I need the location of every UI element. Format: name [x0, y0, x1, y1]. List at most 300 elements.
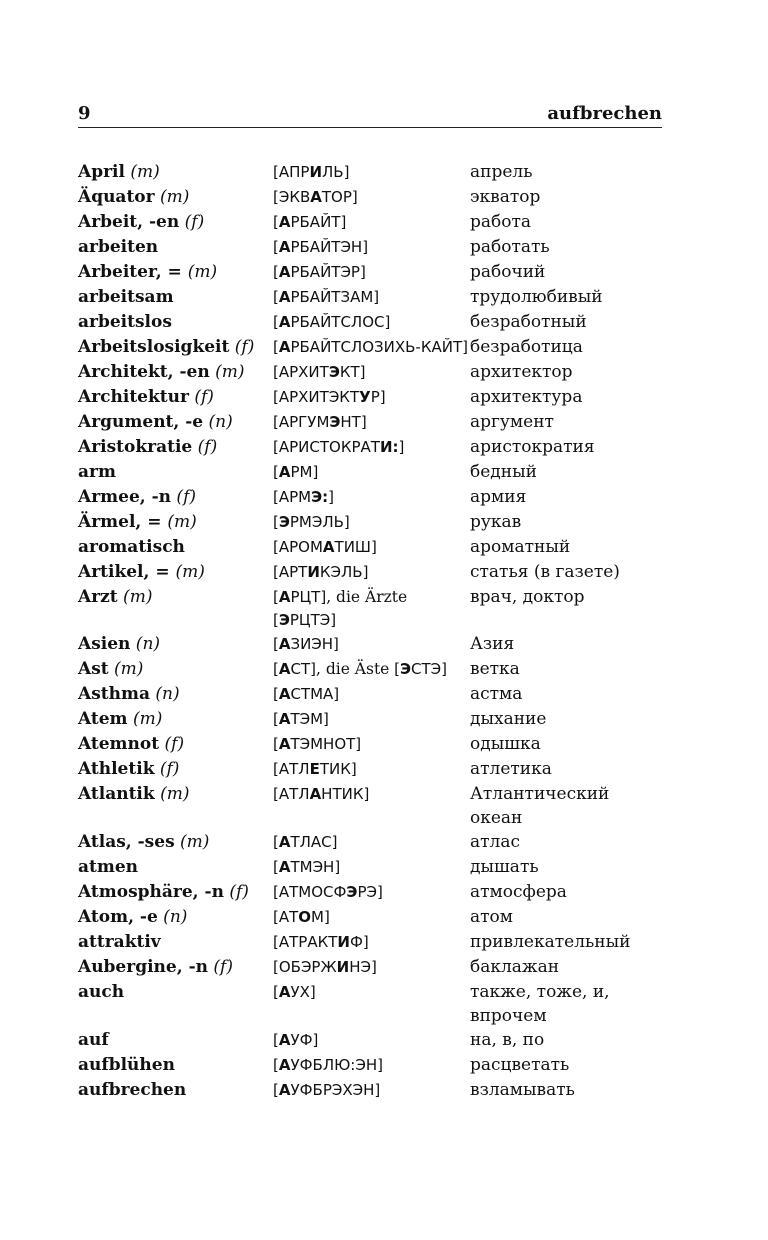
meaning: рабочий [470, 262, 546, 282]
headword-cell [78, 782, 273, 807]
stressed-vowel: О [298, 907, 312, 926]
meaning: атмосфера [470, 882, 567, 903]
stressed-vowel: Э [278, 610, 290, 629]
dictionary-entry [78, 585, 662, 632]
headword: Armee, -n [78, 487, 172, 507]
headword: Ast [78, 659, 109, 680]
headword: auch [78, 982, 125, 1003]
running-head: aufbrechen [547, 103, 662, 124]
transcription-part: [АРИСТОКРАТ [273, 437, 380, 456]
grammar-note: (m) [175, 562, 205, 582]
dictionary-entry [78, 235, 662, 260]
meaning: привлекательный [470, 932, 631, 953]
meaning: дышать [470, 857, 539, 878]
transcription-part: [ [273, 1030, 279, 1049]
transcription [273, 385, 470, 409]
grammar-note: (m) [154, 784, 190, 805]
grammar-note: (m) [174, 832, 210, 853]
dictionary-entry [78, 210, 662, 235]
transcription [273, 285, 470, 309]
meaning: бедный [470, 462, 537, 482]
transcription [273, 1028, 470, 1052]
dictionary-entry [78, 485, 662, 510]
headword: Architekt, -en [78, 362, 210, 382]
meaning: трудолюбивый [470, 287, 603, 307]
transcription-part: [АРТ [273, 562, 308, 581]
stressed-vowel: Э [399, 659, 411, 678]
transcription-part: РБАЙТСЛОС] [290, 312, 391, 331]
dictionary-entry [78, 880, 662, 905]
transcription [273, 782, 470, 806]
grammar-note: (f) [154, 759, 180, 780]
headword: Atem [78, 709, 128, 730]
transcription-part: УФ] [290, 1030, 319, 1049]
grammar-note: (n) [157, 907, 188, 928]
transcription-part: [ОБЭРЖ [273, 957, 337, 976]
headword: Argument, -e [78, 412, 204, 432]
transcription [273, 980, 470, 1004]
headword-cell [78, 410, 273, 435]
dictionary-entry [78, 632, 662, 657]
headword: arm [78, 462, 116, 482]
dictionary-entry [78, 560, 662, 585]
headword-cell [78, 310, 273, 335]
transcription [273, 632, 470, 656]
stressed-vowel: Э [329, 412, 341, 431]
transcription-part: [ [273, 312, 279, 331]
headword: aufblühen [78, 1055, 175, 1076]
headword-cell [78, 980, 273, 1005]
transcription-part: [ЭКВ [273, 187, 311, 206]
meaning: атом [470, 907, 513, 928]
meaning: атлетика [470, 759, 552, 780]
transcription-part: ] [328, 487, 334, 506]
transcription-part: [ [273, 734, 279, 753]
stressed-vowel: А [278, 312, 291, 331]
headword: Architektur [78, 387, 189, 407]
stressed-vowel: И [309, 162, 323, 181]
transcription-part: [ [273, 1080, 279, 1099]
meaning: врач, доктор [470, 587, 585, 607]
transcription-part: [АРХИТЭКТ [273, 387, 360, 406]
grammar-note: (n) [203, 412, 233, 432]
stressed-vowel: А [278, 709, 291, 728]
transcription-part: РМ] [290, 462, 319, 481]
grammar-note: (f) [192, 437, 218, 457]
headword: Arzt [78, 587, 118, 607]
transcription [273, 410, 470, 434]
headword-cell [78, 1028, 273, 1053]
transcription [273, 210, 470, 234]
transcription-part: [АТЛ [273, 784, 310, 803]
transcription-part: ТИШ] [334, 537, 377, 556]
transcription-part: [ [273, 287, 279, 306]
transcription [273, 1078, 470, 1102]
transcription-part: РБАЙТ] [290, 212, 347, 231]
transcription-part: [ [273, 262, 279, 281]
transcription-part: ТЭМНОТ] [290, 734, 362, 753]
dictionary-entry [78, 385, 662, 410]
headword-cell [78, 560, 273, 585]
transcription-part: М] [311, 907, 330, 926]
headword: Ärmel, = [78, 512, 168, 532]
transcription-part: СТМА] [290, 684, 340, 703]
transcription [273, 682, 470, 706]
transcription-part: РЦТЭ] [289, 610, 337, 629]
headword-cell [78, 485, 273, 510]
transcription-part: [ [273, 857, 279, 876]
transcription-part: [ [273, 237, 279, 256]
transcription-part: РБАЙТЭР] [290, 262, 366, 281]
transcription-part: [АТ [273, 907, 299, 926]
transcription-part: УХ] [290, 982, 316, 1001]
transcription [273, 855, 470, 879]
meaning: работа [470, 212, 532, 232]
stressed-vowel: А [278, 462, 291, 481]
meaning: баклажан [470, 957, 560, 978]
headword: aromatisch [78, 537, 185, 557]
transcription [273, 757, 470, 781]
meaning: армия [470, 487, 527, 507]
transcription-part: КТ] [339, 362, 366, 381]
transcription-part: Р] [370, 387, 386, 406]
headword: Asthma [78, 684, 150, 705]
transcription-part: РБАЙТЭН] [290, 237, 369, 256]
stressed-vowel: И [307, 562, 320, 581]
transcription-part: Ф] [349, 932, 369, 951]
headword: Artikel, = [78, 562, 176, 582]
meaning: апрель [470, 162, 533, 182]
headword-cell [78, 757, 273, 782]
headword: Atlantik [78, 784, 155, 805]
transcription-part: [АРГУМ [273, 412, 330, 431]
transcription-part: [ [273, 982, 279, 1001]
stressed-vowel: Э [328, 362, 340, 381]
transcription [273, 1053, 470, 1077]
stressed-vowel: У [359, 387, 371, 406]
transcription-part: [ [273, 512, 279, 531]
headword: aufbrechen [78, 1080, 187, 1101]
transcription [273, 880, 470, 904]
headword: Aristokratie [78, 437, 193, 457]
transcription-part: , die Äste [315, 659, 390, 678]
transcription-part: ЛЬ] [322, 162, 350, 181]
meaning: дыхание [470, 709, 547, 730]
dictionary-entry [78, 905, 662, 930]
dictionary-entry [78, 510, 662, 535]
grammar-note: (m) [108, 659, 144, 680]
headword-cell [78, 510, 273, 535]
dictionary-entry [78, 782, 662, 830]
meaning: на, в, по [470, 1030, 545, 1051]
meaning: астма [470, 684, 523, 705]
transcription-part: РБАЙТСЛОЗИХЬ-КАЙТ] [290, 337, 468, 356]
grammar-note: (f) [188, 387, 214, 407]
dictionary-entry [78, 757, 662, 782]
headword-cell [78, 260, 273, 285]
transcription [273, 955, 470, 979]
transcription-part: [ [273, 587, 279, 606]
headword: auf [78, 1030, 109, 1051]
grammar-note: (m) [127, 709, 163, 730]
transcription [273, 535, 470, 559]
transcription-part: ТОР] [321, 187, 358, 206]
dictionary-entry [78, 310, 662, 335]
transcription-part: [АРХИТ [273, 362, 329, 381]
headword-cell [78, 732, 273, 757]
headword-cell [78, 632, 273, 657]
grammar-note: (f) [179, 212, 205, 232]
transcription [273, 485, 470, 509]
headword: Arbeiter, = [78, 262, 188, 282]
transcription-part: [АТРАКТ [273, 932, 338, 951]
transcription-part: [ [273, 659, 279, 678]
transcription [273, 930, 470, 954]
transcription [273, 560, 470, 584]
transcription-part: УФБЛЮ:ЭН] [290, 1055, 383, 1074]
meaning: также, тоже, и, впрочем [470, 982, 610, 1027]
stressed-vowel: А [278, 212, 291, 231]
transcription-part: [ [273, 610, 279, 629]
stressed-vowel: Е [309, 759, 320, 778]
stressed-vowel: И [336, 957, 350, 976]
headword-cell [78, 657, 273, 682]
meaning: одышка [470, 734, 541, 755]
meaning: аргумент [470, 412, 554, 432]
entry-list [78, 160, 662, 1103]
stressed-vowel: А [278, 982, 291, 1001]
headword-cell [78, 1053, 273, 1078]
dictionary-entry [78, 410, 662, 435]
dictionary-entry [78, 1053, 662, 1078]
headword-cell [78, 707, 273, 732]
transcription [273, 657, 470, 681]
transcription-part: РМЭЛЬ] [289, 512, 350, 531]
grammar-note: (n) [149, 684, 180, 705]
headword-cell [78, 682, 273, 707]
stressed-vowel: А [278, 659, 291, 678]
transcription [273, 732, 470, 756]
grammar-note: (m) [154, 187, 190, 207]
dictionary-entry [78, 460, 662, 485]
dictionary-entry [78, 830, 662, 855]
grammar-note: (m) [209, 362, 245, 382]
meaning: атлас [470, 832, 520, 853]
headword-cell [78, 930, 273, 955]
stressed-vowel: А [310, 187, 322, 206]
dictionary-entry [78, 360, 662, 385]
transcription-part: [АПР [273, 162, 310, 181]
transcription-part: УФБРЭХЭН] [290, 1080, 381, 1099]
stressed-vowel: И: [379, 437, 399, 456]
transcription-part: [АТЛ [273, 759, 310, 778]
grammar-note: (m) [117, 587, 153, 607]
transcription-part: ЗИЭН] [290, 634, 339, 653]
meaning: ароматный [470, 537, 571, 557]
transcription [273, 260, 470, 284]
transcription-part: ТЛАС] [290, 832, 338, 851]
headword: Äquator [78, 187, 155, 207]
transcription [273, 585, 470, 632]
stressed-vowel: А [309, 784, 322, 803]
stressed-vowel: А [278, 857, 291, 876]
headword-cell [78, 235, 273, 260]
dictionary-page [78, 0, 662, 1240]
transcription [273, 510, 470, 534]
stressed-vowel: Э: [311, 487, 329, 506]
headword: April [78, 162, 125, 182]
dictionary-entry [78, 732, 662, 757]
transcription-part: [ [273, 832, 279, 851]
meaning: архитектор [470, 362, 573, 382]
dictionary-entry [78, 535, 662, 560]
headword-cell [78, 460, 273, 485]
meaning: безработный [470, 312, 587, 332]
headword: Atlas, -ses [78, 832, 175, 853]
grammar-note: (f) [229, 337, 255, 357]
dictionary-entry [78, 285, 662, 310]
dictionary-entry [78, 657, 662, 682]
transcription-part: НТИК] [321, 784, 370, 803]
stressed-vowel: А [278, 1080, 291, 1099]
dictionary-entry [78, 335, 662, 360]
dictionary-entry [78, 160, 662, 185]
transcription-part: РЭ] [357, 882, 383, 901]
headword: atmen [78, 857, 139, 878]
transcription-part: [АРОМ [273, 537, 323, 556]
headword-cell [78, 830, 273, 855]
transcription [273, 310, 470, 334]
transcription-part: НЭ] [349, 957, 377, 976]
transcription-part: РБАЙТЗАМ] [290, 287, 380, 306]
transcription-part: ТЭМ] [290, 709, 329, 728]
transcription [273, 335, 470, 359]
meaning: расцветать [470, 1055, 570, 1076]
stressed-vowel: А [278, 1055, 291, 1074]
dictionary-entry [78, 260, 662, 285]
transcription-part: ] [398, 437, 405, 456]
headword: arbeitslos [78, 312, 172, 332]
meaning: Атлантический океан [470, 784, 610, 829]
grammar-note: (f) [171, 487, 196, 507]
headword-cell [78, 535, 273, 560]
dictionary-entry [78, 1028, 662, 1053]
meaning: архитектура [470, 387, 583, 407]
headword-cell [78, 435, 273, 460]
meaning: ветка [470, 659, 520, 680]
dictionary-entry [78, 682, 662, 707]
transcription [273, 160, 470, 184]
transcription-part: [ [273, 684, 279, 703]
meaning: Азия [470, 634, 515, 655]
headword: Atmosphäre, -n [78, 882, 224, 903]
transcription [273, 360, 470, 384]
transcription-part: , die Ärzte [326, 587, 408, 606]
transcription-part: СТЭ] [411, 659, 447, 678]
dictionary-entry [78, 930, 662, 955]
stressed-vowel: А [278, 287, 291, 306]
headword: Athletik [78, 759, 155, 780]
transcription [273, 905, 470, 929]
transcription [273, 185, 470, 209]
transcription-part: [ [273, 1055, 279, 1074]
dictionary-entry [78, 707, 662, 732]
grammar-note: (f) [207, 957, 233, 978]
stressed-vowel: А [322, 537, 335, 556]
headword: Arbeit, -en [78, 212, 180, 232]
stressed-vowel: А [278, 832, 291, 851]
transcription [273, 235, 470, 259]
transcription-part: [АРМ [273, 487, 312, 506]
grammar-note: (n) [130, 634, 161, 655]
transcription [273, 707, 470, 731]
stressed-vowel: Э [346, 882, 358, 901]
headword-cell [78, 880, 273, 905]
headword: Arbeitslosigkeit [78, 337, 230, 357]
meaning: статья (в газете) [470, 562, 620, 582]
headword-cell [78, 905, 273, 930]
grammar-note: (m) [167, 512, 197, 532]
page-header [78, 101, 662, 128]
transcription-part: НТ] [340, 412, 367, 431]
stressed-vowel: А [278, 262, 291, 281]
headword: attraktiv [78, 932, 161, 953]
stressed-vowel: А [278, 587, 291, 606]
transcription-part: [ [273, 337, 279, 356]
stressed-vowel: А [278, 734, 291, 753]
transcription-part: РЦТ] [290, 587, 327, 606]
grammar-note: (f) [223, 882, 249, 903]
headword: Aubergine, -n [78, 957, 208, 978]
headword-cell [78, 335, 273, 360]
meaning: экватор [470, 187, 541, 207]
meaning: рукав [470, 512, 522, 532]
headword-cell [78, 285, 273, 310]
transcription-part: [ [273, 709, 279, 728]
headword: arbeitsam [78, 287, 174, 307]
stressed-vowel: А [278, 337, 291, 356]
transcription [273, 435, 470, 459]
dictionary-entry [78, 955, 662, 980]
transcription [273, 830, 470, 854]
headword: Atom, -e [78, 907, 158, 928]
stressed-vowel: А [278, 1030, 291, 1049]
stressed-vowel: Э [278, 512, 290, 531]
meaning: взламывать [470, 1080, 575, 1101]
transcription-part: [ [273, 462, 279, 481]
headword-cell [78, 360, 273, 385]
headword-cell [78, 855, 273, 880]
dictionary-entry [78, 435, 662, 460]
dictionary-entry [78, 185, 662, 210]
dictionary-entry [78, 980, 662, 1028]
headword-cell [78, 955, 273, 980]
transcription-part: ТИК] [319, 759, 357, 778]
dictionary-entry [78, 1078, 662, 1103]
headword: Atemnot [78, 734, 160, 755]
headword-cell [78, 585, 273, 610]
grammar-note: (m) [187, 262, 218, 282]
stressed-vowel: А [278, 237, 291, 256]
stressed-vowel: И [337, 932, 350, 951]
transcription-part: [ [273, 212, 279, 231]
meaning: аристократия [470, 437, 595, 457]
headword-cell [78, 1078, 273, 1103]
transcription-part: СТ] [290, 659, 316, 678]
transcription-part: КЭЛЬ] [319, 562, 369, 581]
grammar-note: (m) [124, 162, 160, 182]
transcription-part: [ [273, 634, 279, 653]
